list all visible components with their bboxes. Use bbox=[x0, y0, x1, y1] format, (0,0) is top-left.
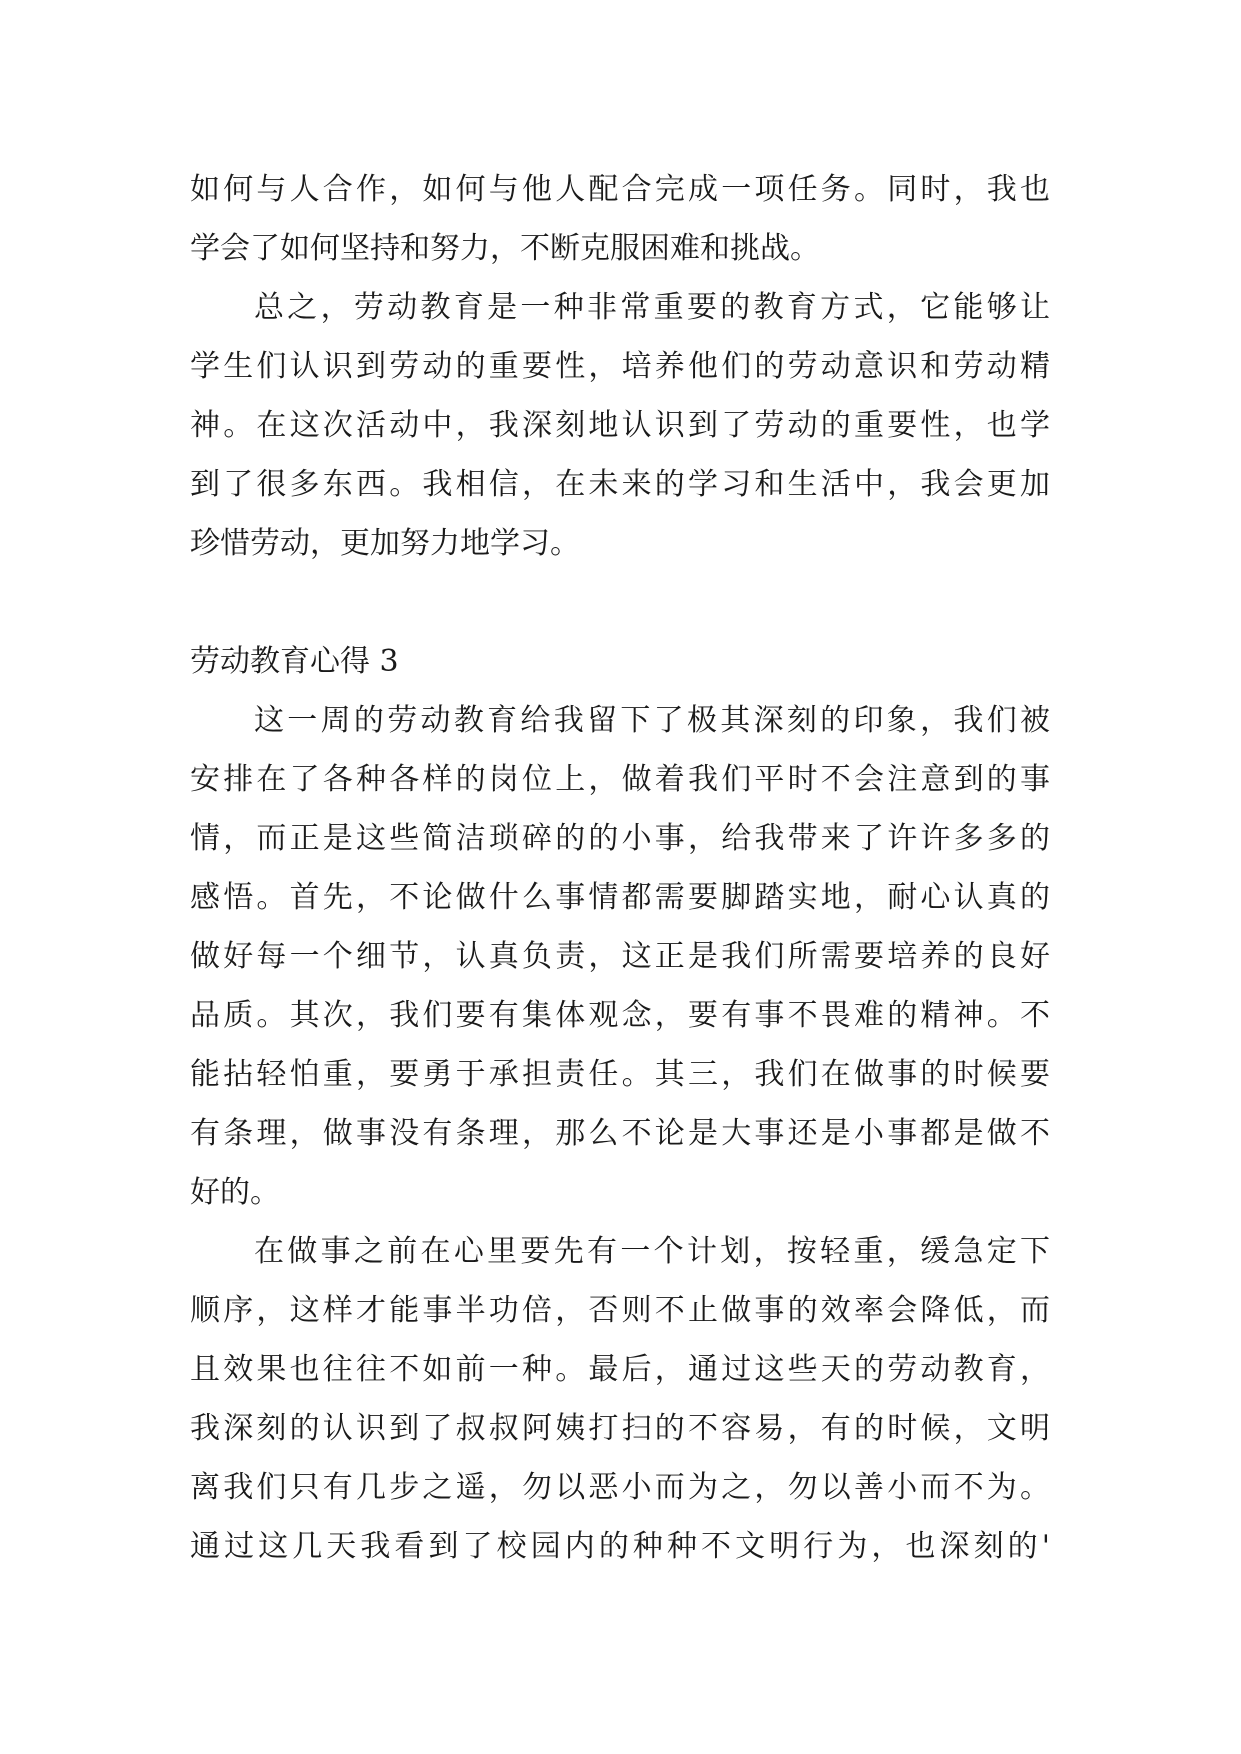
text-line: 顺序，这样才能事半功倍，否则不止做事的效率会降低，而 bbox=[190, 1293, 1050, 1328]
text-line: 学生们认识到劳动的重要性，培养他们的劳动意识和劳动精 bbox=[190, 349, 1050, 384]
text-line: 有条理，做事没有条理，那么不论是大事还是小事都是做不 bbox=[190, 1116, 1050, 1151]
text-line: 安排在了各种各样的岗位上，做着我们平时不会注意到的事 bbox=[190, 762, 1050, 797]
text-line: 珍惜劳动，更加努力地学习。 bbox=[190, 526, 580, 561]
paragraph bbox=[190, 160, 1050, 278]
text-line: 情，而正是这些简洁琐碎的的小事，给我带来了许许多多的 bbox=[190, 821, 1050, 856]
text-line: 我深刻的认识到了叔叔阿姨打扫的不容易，有的时候，文明 bbox=[190, 1411, 1050, 1446]
text-line: 如何与人合作，如何与他人配合完成一项任务。同时，我也 bbox=[190, 172, 1050, 207]
text-line: 离我们只有几步之遥，勿以恶小而为之，勿以善小而不为。 bbox=[190, 1470, 1050, 1505]
text-line: 且效果也往往不如前一种。最后，通过这些天的劳动教育， bbox=[190, 1352, 1050, 1387]
heading-text: 劳动教育心得 3 bbox=[190, 644, 399, 679]
text-line: 到了很多东西。我相信，在未来的学习和生活中，我会更加 bbox=[190, 467, 1050, 502]
text-line: 品质。其次，我们要有集体观念，要有事不畏难的精神。不 bbox=[190, 998, 1050, 1033]
text-line: 能拈轻怕重，要勇于承担责任。其三，我们在做事的时候要 bbox=[190, 1057, 1050, 1092]
paragraph bbox=[190, 1222, 1050, 1576]
document-body bbox=[190, 160, 1050, 1576]
text-line: 这一周的劳动教育给我留下了极其深刻的印象，我们被 bbox=[254, 703, 1050, 738]
section-heading bbox=[190, 632, 1050, 691]
text-line: 做好每一个细节，认真负责，这正是我们所需要培养的良好 bbox=[190, 939, 1050, 974]
text-line: 学会了如何坚持和努力，不断克服困难和挑战。 bbox=[190, 231, 820, 266]
text-line: 神。在这次活动中，我深刻地认识到了劳动的重要性，也学 bbox=[190, 408, 1050, 443]
paragraph-gap bbox=[190, 573, 1050, 632]
text-line: 感悟。首先，不论做什么事情都需要脚踏实地，耐心认真的 bbox=[190, 880, 1050, 915]
text-line: 好的。 bbox=[190, 1175, 280, 1210]
paragraph bbox=[190, 691, 1050, 1222]
text-line: 在做事之前在心里要先有一个计划，按轻重，缓急定下 bbox=[254, 1234, 1050, 1269]
text-line: 总之，劳动教育是一种非常重要的教育方式，它能够让 bbox=[254, 290, 1050, 325]
text-line: 通过这几天我看到了校园内的种种不文明行为，也深刻的' bbox=[190, 1529, 1050, 1564]
paragraph bbox=[190, 278, 1050, 573]
